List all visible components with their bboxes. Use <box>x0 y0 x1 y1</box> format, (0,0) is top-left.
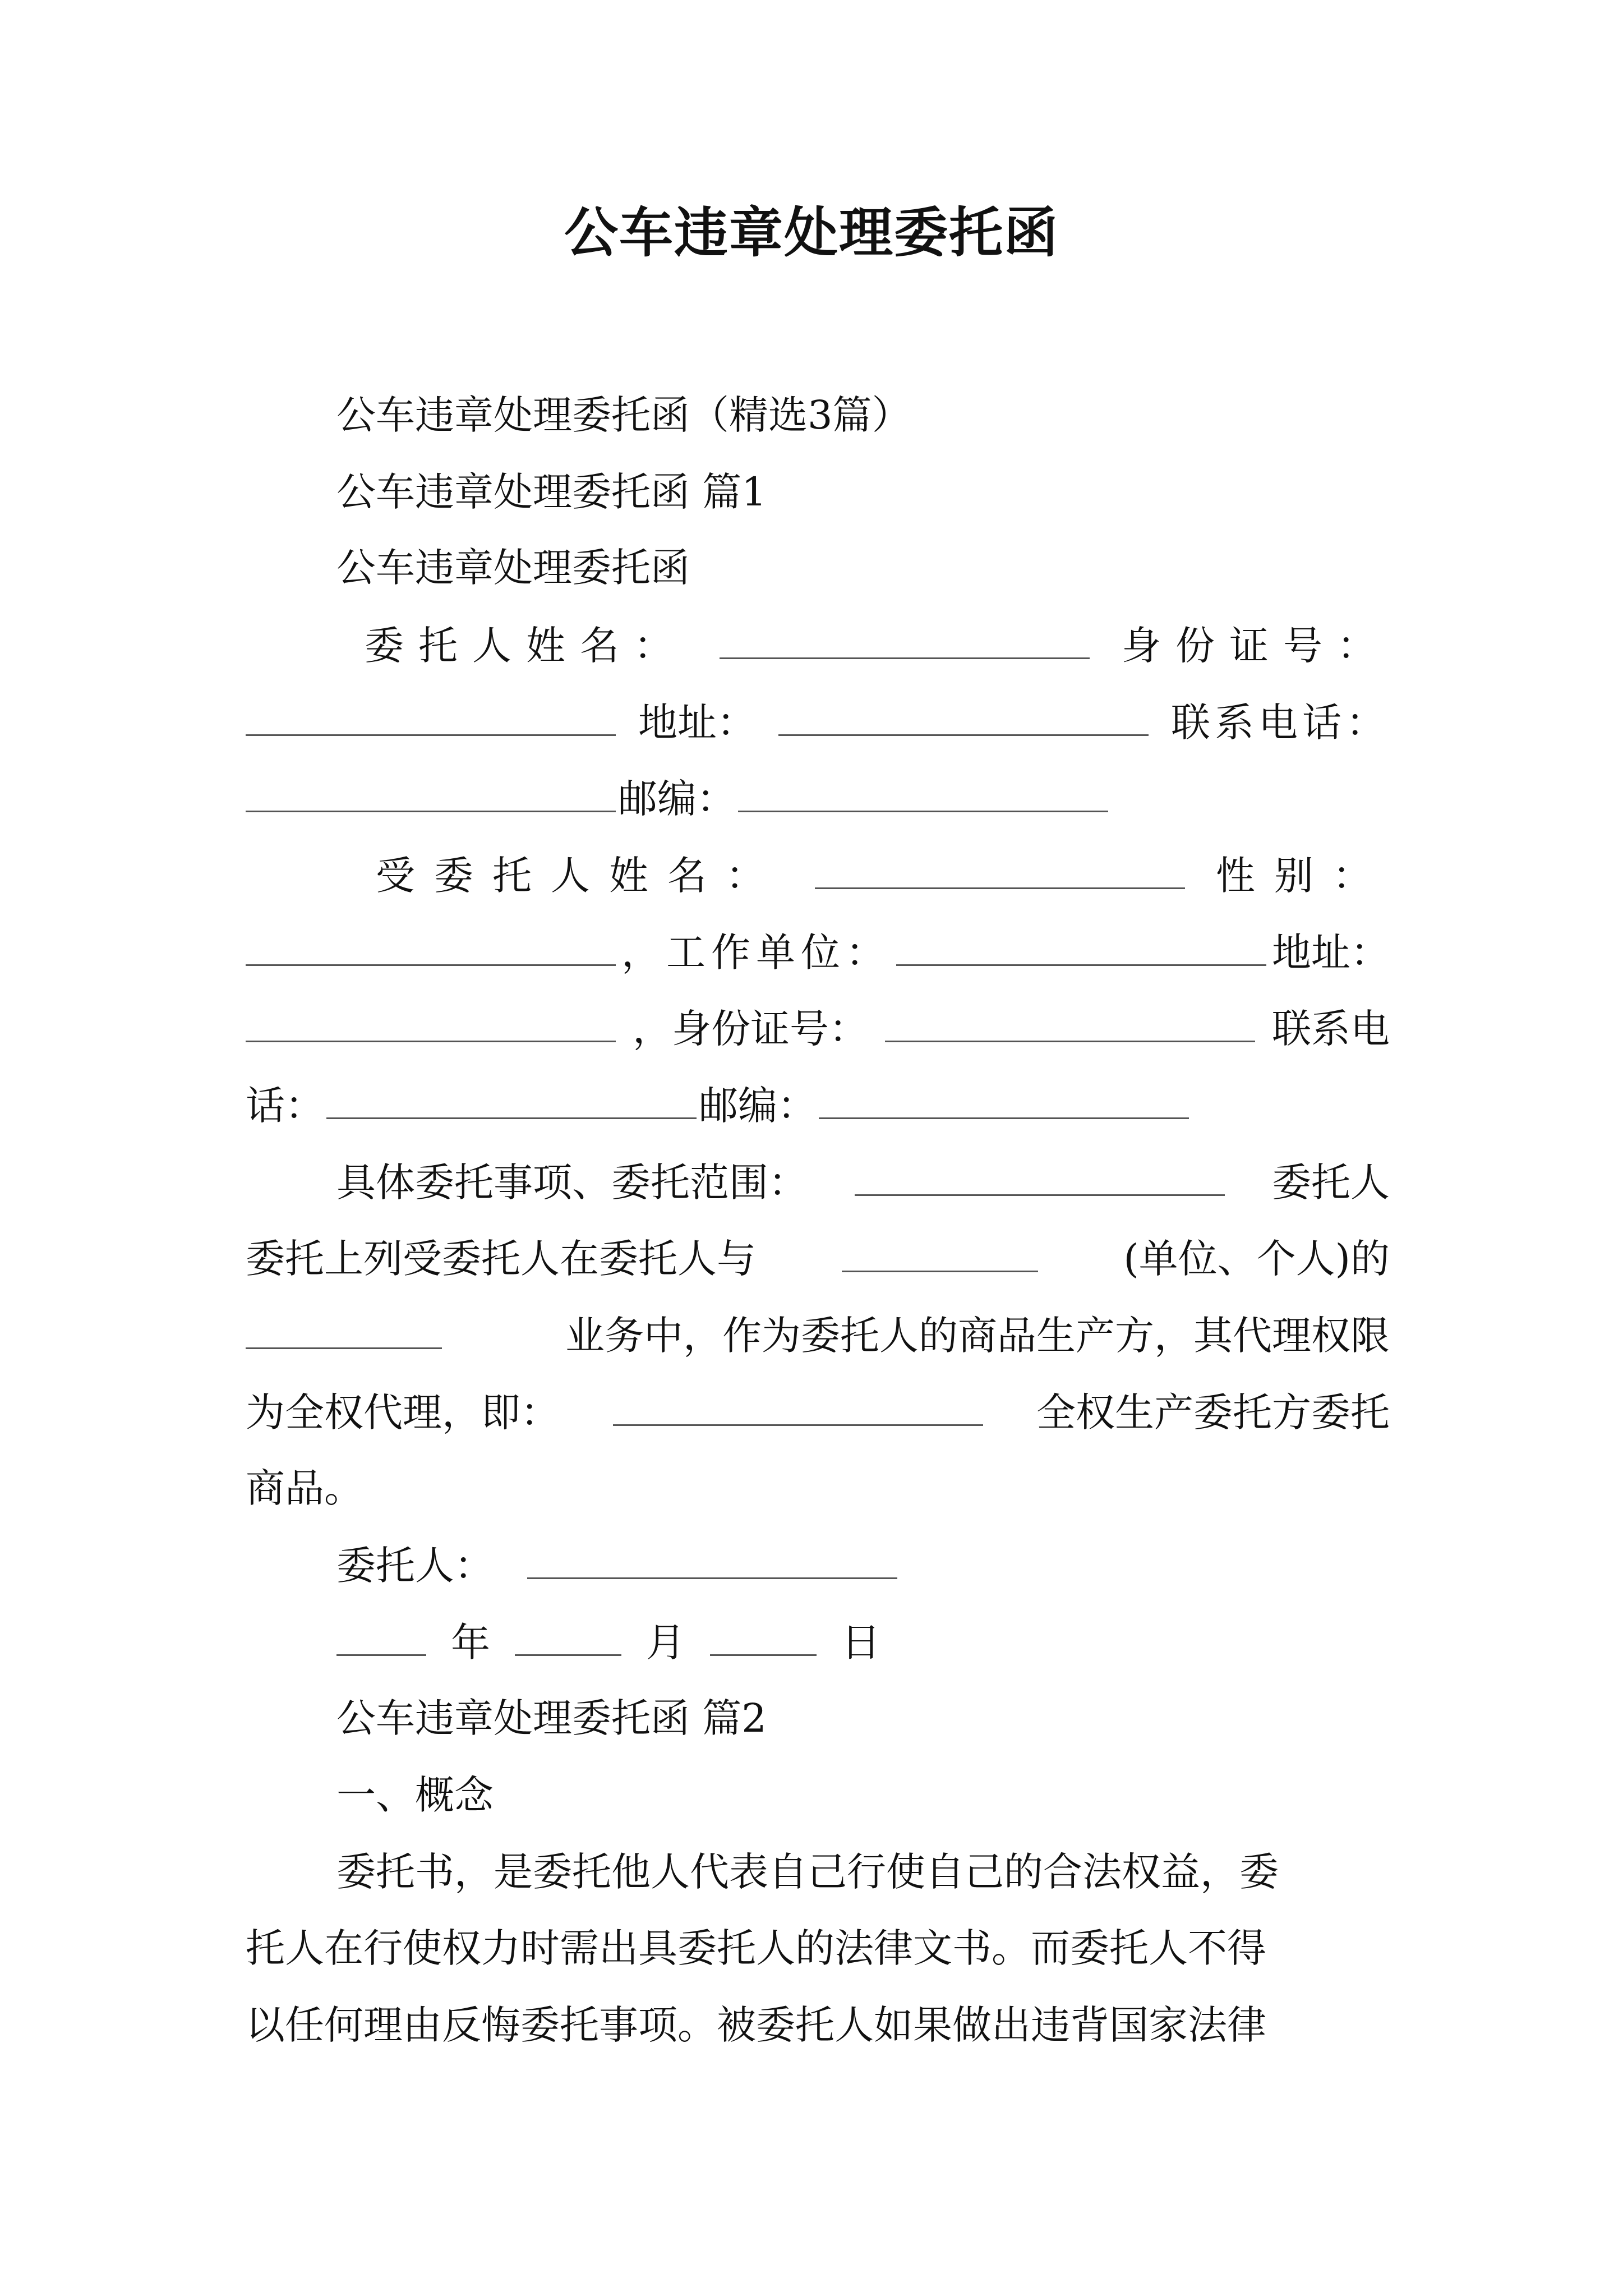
principal-phone-blank <box>246 770 616 812</box>
principal-id-label: 身份证号： <box>1122 623 1391 669</box>
matters-p4-a: 为全权代理，即： <box>246 1389 560 1435</box>
year-blank <box>336 1614 426 1656</box>
document-subtitle: 公车违章处理委托函（精选3篇） <box>336 392 911 438</box>
concept-line-1: 委托书，是委托他人代表自己行使自己的合法权益，委 <box>336 1849 1279 1895</box>
agent-postcode-label: 邮编： <box>699 1083 817 1129</box>
principal-postcode-blank <box>738 770 1108 812</box>
agent-gender-blank <box>246 924 616 966</box>
principal-id-blank <box>246 694 616 736</box>
matters-line-1 <box>336 1154 1390 1210</box>
section2-heading: 公车违章处理委托函 篇2 <box>336 1695 767 1741</box>
month-label: 月 <box>646 1619 685 1665</box>
day-blank <box>710 1614 817 1656</box>
matters-line-5: 商品。 <box>246 1465 363 1511</box>
agent-gender-label: 性别： <box>1216 853 1391 899</box>
principal-address-label: 地址： <box>638 700 756 746</box>
matters-line-4 <box>246 1384 1390 1440</box>
agent-id-label: ，身份证号： <box>633 1006 868 1052</box>
concept-heading: 一、概念 <box>336 1772 494 1818</box>
agent-id-blank <box>885 1000 1255 1042</box>
agent-workplace-row <box>246 924 1390 980</box>
agent-address-blank <box>246 1000 616 1042</box>
principal-phone-label: 联系电话： <box>1171 700 1390 746</box>
matters-scope-blank <box>855 1154 1225 1196</box>
agent-workplace-blank <box>896 924 1266 966</box>
day-label: 日 <box>841 1619 880 1665</box>
signature-label: 委托人： <box>336 1543 494 1589</box>
principal-name-blank <box>720 617 1090 659</box>
matters-authority-blank <box>613 1384 983 1426</box>
agent-name-blank <box>815 847 1185 889</box>
agent-postcode-row <box>246 1077 1390 1133</box>
agent-postcode-blank <box>819 1077 1189 1119</box>
agent-phone-label-b: 话： <box>246 1083 324 1129</box>
concept-line-2: 托人在行使权力时需出具委托人的法律文书。而委托人不得 <box>246 1925 1266 1971</box>
agent-phone-label-a: 联系电 <box>1272 1006 1390 1052</box>
matters-p3: 业务中，作为委托人的商品生产方，其代理权限 <box>565 1313 1390 1359</box>
agent-address-label: 地址： <box>1272 930 1390 976</box>
principal-address-blank <box>778 694 1149 736</box>
concept-line-3: 以任何理由反悔委托事项。被委托人如果做出违背国家法律 <box>246 2002 1266 2048</box>
year-label: 年 <box>451 1619 490 1665</box>
matters-p4-b: 全权生产委托方委托 <box>1036 1389 1390 1435</box>
matters-p1-a: 具体委托事项、委托范围： <box>336 1159 808 1205</box>
signature-blank <box>527 1537 897 1579</box>
section1-title: 公车违章处理委托函 <box>336 545 690 591</box>
matters-p2-b: (单位、个人)的 <box>1123 1236 1390 1282</box>
matters-business-blank <box>246 1307 442 1349</box>
principal-postcode-label: 邮编： <box>618 776 736 822</box>
matters-p1-b: 委托人 <box>1272 1159 1390 1205</box>
principal-name-row <box>365 617 1391 673</box>
matters-line-2 <box>246 1230 1390 1286</box>
principal-address-row <box>246 694 1390 750</box>
principal-name-label: 委托人姓名： <box>365 623 688 669</box>
agent-name-row <box>376 847 1391 903</box>
signature-row <box>336 1537 900 1593</box>
agent-workplace-label: ，工作单位： <box>621 930 891 976</box>
agent-name-label: 受委托人姓名： <box>376 853 784 899</box>
document-title: 公车违章处理委托函 <box>564 201 1059 264</box>
month-blank <box>515 1614 621 1656</box>
matters-party-blank <box>842 1230 1038 1272</box>
agent-id-row <box>246 1000 1390 1056</box>
principal-postcode-row <box>246 770 1390 826</box>
section1-heading: 公车违章处理委托函 篇1 <box>336 469 767 515</box>
matters-p2-a: 委托上列受委托人在委托人与 <box>246 1236 756 1282</box>
date-row <box>336 1614 880 1670</box>
matters-line-3 <box>246 1307 1390 1363</box>
agent-phone-blank <box>326 1077 697 1119</box>
